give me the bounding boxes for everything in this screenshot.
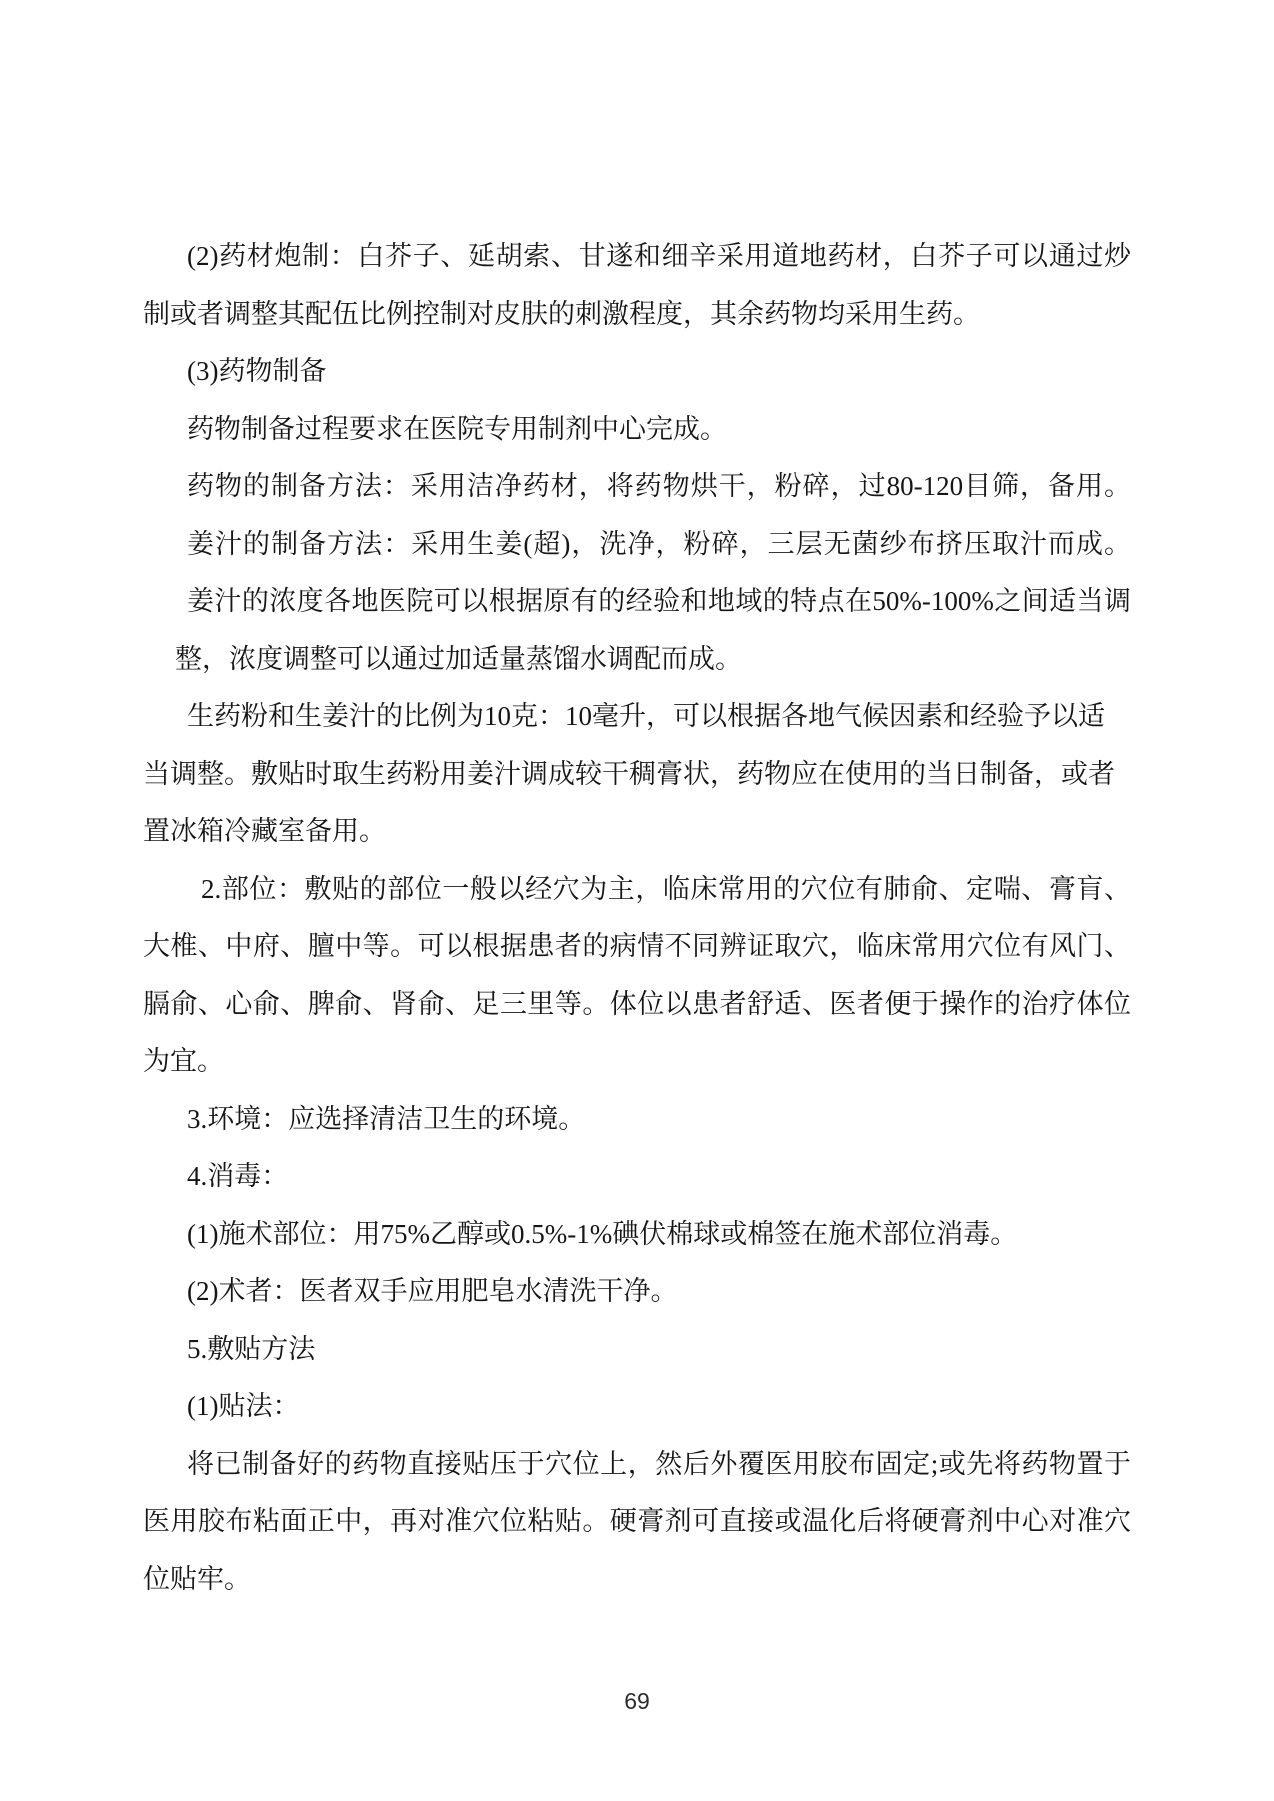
text-line: 药物制备过程要求在医院专用制剂中心完成。 bbox=[187, 413, 727, 444]
text-line: 姜汁的浓度各地医院可以根据原有的经验和地域的特点在50%-100%之间适当调 bbox=[187, 586, 1131, 616]
text-line: 姜汁的制备方法：采用生姜(超)，洗净，粉碎，三层无菌纱布挤压取汁而成。 bbox=[187, 528, 1131, 559]
text-line: 当调整。敷贴时取生药粉用姜汁调成较干稠膏状，药物应在使用的当日制备，或者 bbox=[143, 758, 1115, 789]
text-line: 整，浓度调整可以通过加适量蒸馏水调配而成。 bbox=[175, 643, 742, 674]
text-line: 2.部位：敷贴的部位一般以经穴为主，临床常用的穴位有肺俞、定喘、膏肓、 bbox=[201, 873, 1131, 904]
text-line: 制或者调整其配伍比例控制对皮肤的刺激程度，其余药物均采用生药。 bbox=[143, 298, 980, 329]
text-line: (2)药材炮制：白芥子、延胡索、甘遂和细辛采用道地药材，白芥子可以通过炒 bbox=[187, 241, 1131, 271]
text-line: 膈俞、心俞、脾俞、肾俞、足三里等。体位以患者舒适、医者便于操作的治疗体位 bbox=[143, 988, 1131, 1019]
text-line: 大椎、中府、膻中等。可以根据患者的病情不同辨证取穴，临床常用穴位有风门、 bbox=[143, 931, 1131, 961]
text-line: 为宜。 bbox=[143, 1046, 224, 1076]
document-body bbox=[143, 228, 1131, 1608]
text-line: (2)术者：医者双手应用肥皂水清洗干净。 bbox=[187, 1276, 678, 1306]
text-line: 5.敷贴方法 bbox=[187, 1333, 316, 1364]
text-line: 医用胶布粘面正中，再对准穴位粘贴。硬膏剂可直接或温化后将硬膏剂中心对准穴 bbox=[143, 1506, 1131, 1536]
text-line: (1)施术部位：用75%乙醇或0.5%-1%碘伏棉球或棉签在施术部位消毒。 bbox=[187, 1218, 1018, 1249]
text-line: 将已制备好的药物直接贴压于穴位上，然后外覆医用胶布固定;或先将药物置于 bbox=[187, 1448, 1131, 1479]
text-line: (1)贴法： bbox=[187, 1391, 300, 1421]
text-line: 4.消毒： bbox=[187, 1161, 289, 1191]
text-line: 3.环境：应选择清洁卫生的环境。 bbox=[187, 1103, 586, 1134]
text-line: (3)药物制备 bbox=[187, 356, 327, 386]
text-line: 置冰箱冷藏室备用。 bbox=[143, 816, 386, 846]
text-line: 生药粉和生姜汁的比例为10克：10毫升，可以根据各地气候因素和经验予以适 bbox=[187, 701, 1105, 731]
text-line: 位贴牢。 bbox=[143, 1563, 251, 1594]
text-line: 药物的制备方法：采用洁净药材，将药物烘干，粉碎，过80-120目筛，备用。 bbox=[187, 471, 1131, 501]
page-number: 69 bbox=[624, 1688, 650, 1714]
